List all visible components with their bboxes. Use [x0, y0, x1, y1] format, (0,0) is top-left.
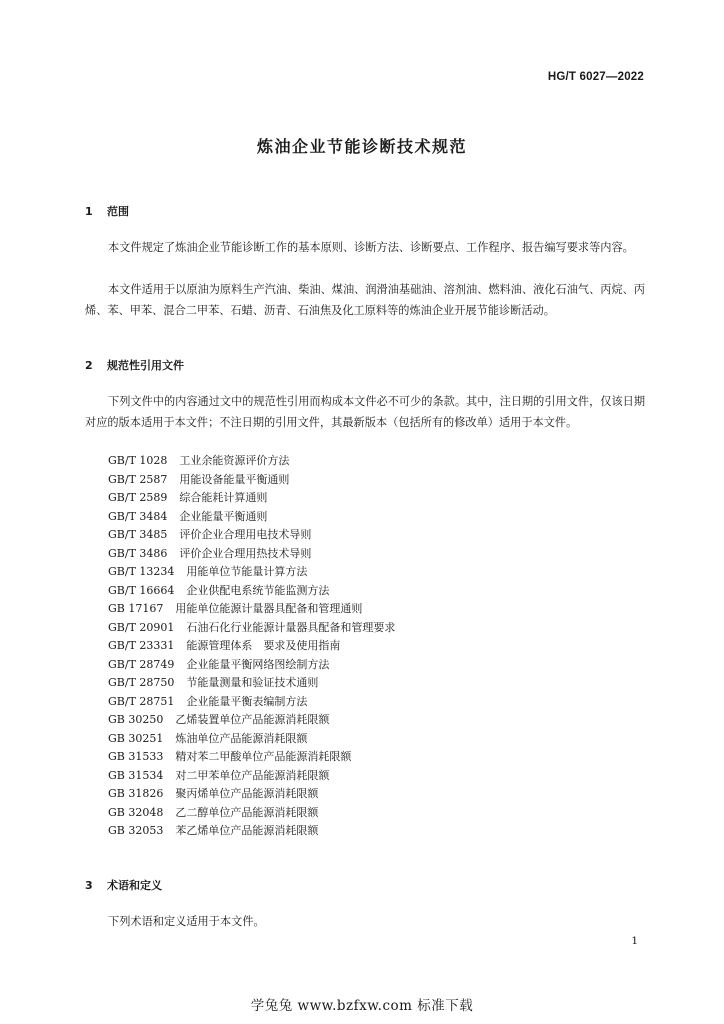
reference-title: 评价企业合理用电技术导则 — [179, 528, 312, 541]
section-1-paragraph-1: 本文件规定了炼油企业节能诊断工作的基本原则、诊断方法、诊断要点、工作程序、报告编写要求等内容。 — [108, 241, 634, 254]
reference-title: 对二甲苯单位产品能源消耗限额 — [175, 768, 330, 782]
reference-title: 聚丙烯单位产品能源消耗限额 — [175, 787, 319, 800]
reference-code: GB/T 23331 — [108, 639, 175, 652]
reference-code: GB/T 1028 — [108, 454, 168, 467]
reference-code: GB 32053 — [108, 824, 164, 837]
reference-code: GB/T 28751 — [108, 694, 175, 708]
reference-item — [108, 822, 395, 841]
reference-item — [108, 452, 395, 471]
section-1-heading — [85, 203, 129, 221]
reference-title: 节能量测量和验证技术通则 — [186, 676, 319, 689]
reference-code: GB 31826 — [108, 787, 164, 800]
reference-item — [108, 711, 395, 730]
reference-code: GB 30250 — [108, 713, 164, 726]
reference-code: GB/T 3486 — [108, 546, 168, 560]
reference-code: GB/T 3485 — [108, 528, 168, 541]
reference-item — [108, 804, 395, 823]
reference-title: 综合能耗计算通则 — [179, 491, 268, 504]
reference-item — [108, 730, 395, 749]
reference-code: GB/T 13234 — [108, 565, 175, 578]
reference-item — [108, 582, 395, 601]
reference-item — [108, 674, 395, 693]
reference-title: 乙烯装置单位产品能源消耗限额 — [175, 713, 330, 726]
reference-item — [108, 748, 395, 767]
reference-item — [108, 656, 395, 675]
document-title: 炼油企业节能诊断技术规范 — [256, 137, 467, 156]
reference-code: GB/T 2589 — [108, 491, 168, 504]
section-3-intro: 下列术语和定义适用于本文件。 — [108, 915, 265, 928]
footer-watermark: 学兔兔 www.bzfxw.com 标准下载 — [250, 998, 474, 1014]
section-1-title: 范围 — [107, 205, 129, 218]
reference-item — [108, 785, 395, 804]
reference-item — [108, 563, 395, 582]
section-2-intro: 下列文件中的内容通过文中的规范性引用而构成本文件必不可少的条款。其中，注日期的引用文件，仅该日期对应的版本适用于本文件；不注日期的引用文件，其最新版本（包括所有的修改单）适用于本文件。 — [85, 395, 646, 429]
section-1-paragraph-2: 本文件适用于以原油为原料生产汽油、柴油、煤油、润滑油基础油、溶剂油、燃料油、液化石油气、丙烷、丙烯、苯、甲苯、混合二甲苯、石蜡、沥青、石油焦及化工原料等的炼油企业开展节能诊断活动。 — [85, 283, 646, 317]
reference-title: 企业供配电系统节能监测方法 — [186, 583, 330, 597]
reference-title: 炼油单位产品能源消耗限额 — [175, 731, 308, 745]
reference-code: GB/T 28750 — [108, 676, 175, 689]
reference-code: GB/T 2587 — [108, 472, 168, 486]
reference-code: GB/T 28749 — [108, 657, 175, 671]
reference-title: 用能单位能源计量器具配备和管理通则 — [175, 602, 363, 615]
reference-code: GB 32048 — [108, 805, 164, 819]
section-2-heading — [85, 357, 184, 375]
section-2-number: 2 — [85, 359, 93, 372]
reference-title: 石油石化行业能源计量器具配备和管理要求 — [186, 620, 396, 634]
reference-code: GB/T 20901 — [108, 620, 175, 634]
page-number: 1 — [631, 935, 638, 947]
reference-title: 企业能量平衡网络图绘制方法 — [186, 657, 330, 671]
reference-code: GB/T 3484 — [108, 509, 168, 523]
section-3-title: 术语和定义 — [107, 879, 162, 892]
reference-title: 精对苯二甲酸单位产品能源消耗限额 — [175, 750, 352, 763]
reference-title: 用能单位节能量计算方法 — [186, 565, 308, 578]
reference-title: 能源管理体系 要求及使用指南 — [186, 639, 341, 652]
reference-title: 乙二醇单位产品能源消耗限额 — [175, 805, 319, 819]
reference-code: GB 17167 — [108, 602, 164, 615]
reference-item — [108, 526, 395, 545]
reference-code: GB/T 16664 — [108, 583, 175, 597]
section-3-heading — [85, 877, 162, 895]
reference-item — [108, 767, 395, 786]
standard-code: HG/T 6027—2022 — [547, 71, 644, 83]
section-3-number: 3 — [85, 879, 93, 892]
reference-list — [108, 452, 395, 841]
reference-item — [108, 619, 395, 638]
reference-item — [108, 471, 395, 490]
reference-title: 企业能量平衡通则 — [179, 509, 268, 523]
reference-title: 工业余能资源评价方法 — [179, 454, 290, 467]
reference-item — [108, 489, 395, 508]
reference-title: 企业能量平衡表编制方法 — [186, 694, 308, 708]
reference-code: GB 30251 — [108, 731, 164, 745]
reference-code: GB 31533 — [108, 750, 164, 763]
reference-title: 评价企业合理用热技术导则 — [179, 546, 312, 560]
reference-item — [108, 545, 395, 564]
reference-item — [108, 508, 395, 527]
section-2-title: 规范性引用文件 — [107, 359, 184, 372]
reference-item — [108, 693, 395, 712]
reference-code: GB 31534 — [108, 768, 164, 782]
section-1-number: 1 — [85, 205, 93, 218]
reference-item — [108, 637, 395, 656]
reference-item — [108, 600, 395, 619]
reference-title: 苯乙烯单位产品能源消耗限额 — [175, 824, 319, 837]
reference-title: 用能设备能量平衡通则 — [179, 472, 290, 486]
